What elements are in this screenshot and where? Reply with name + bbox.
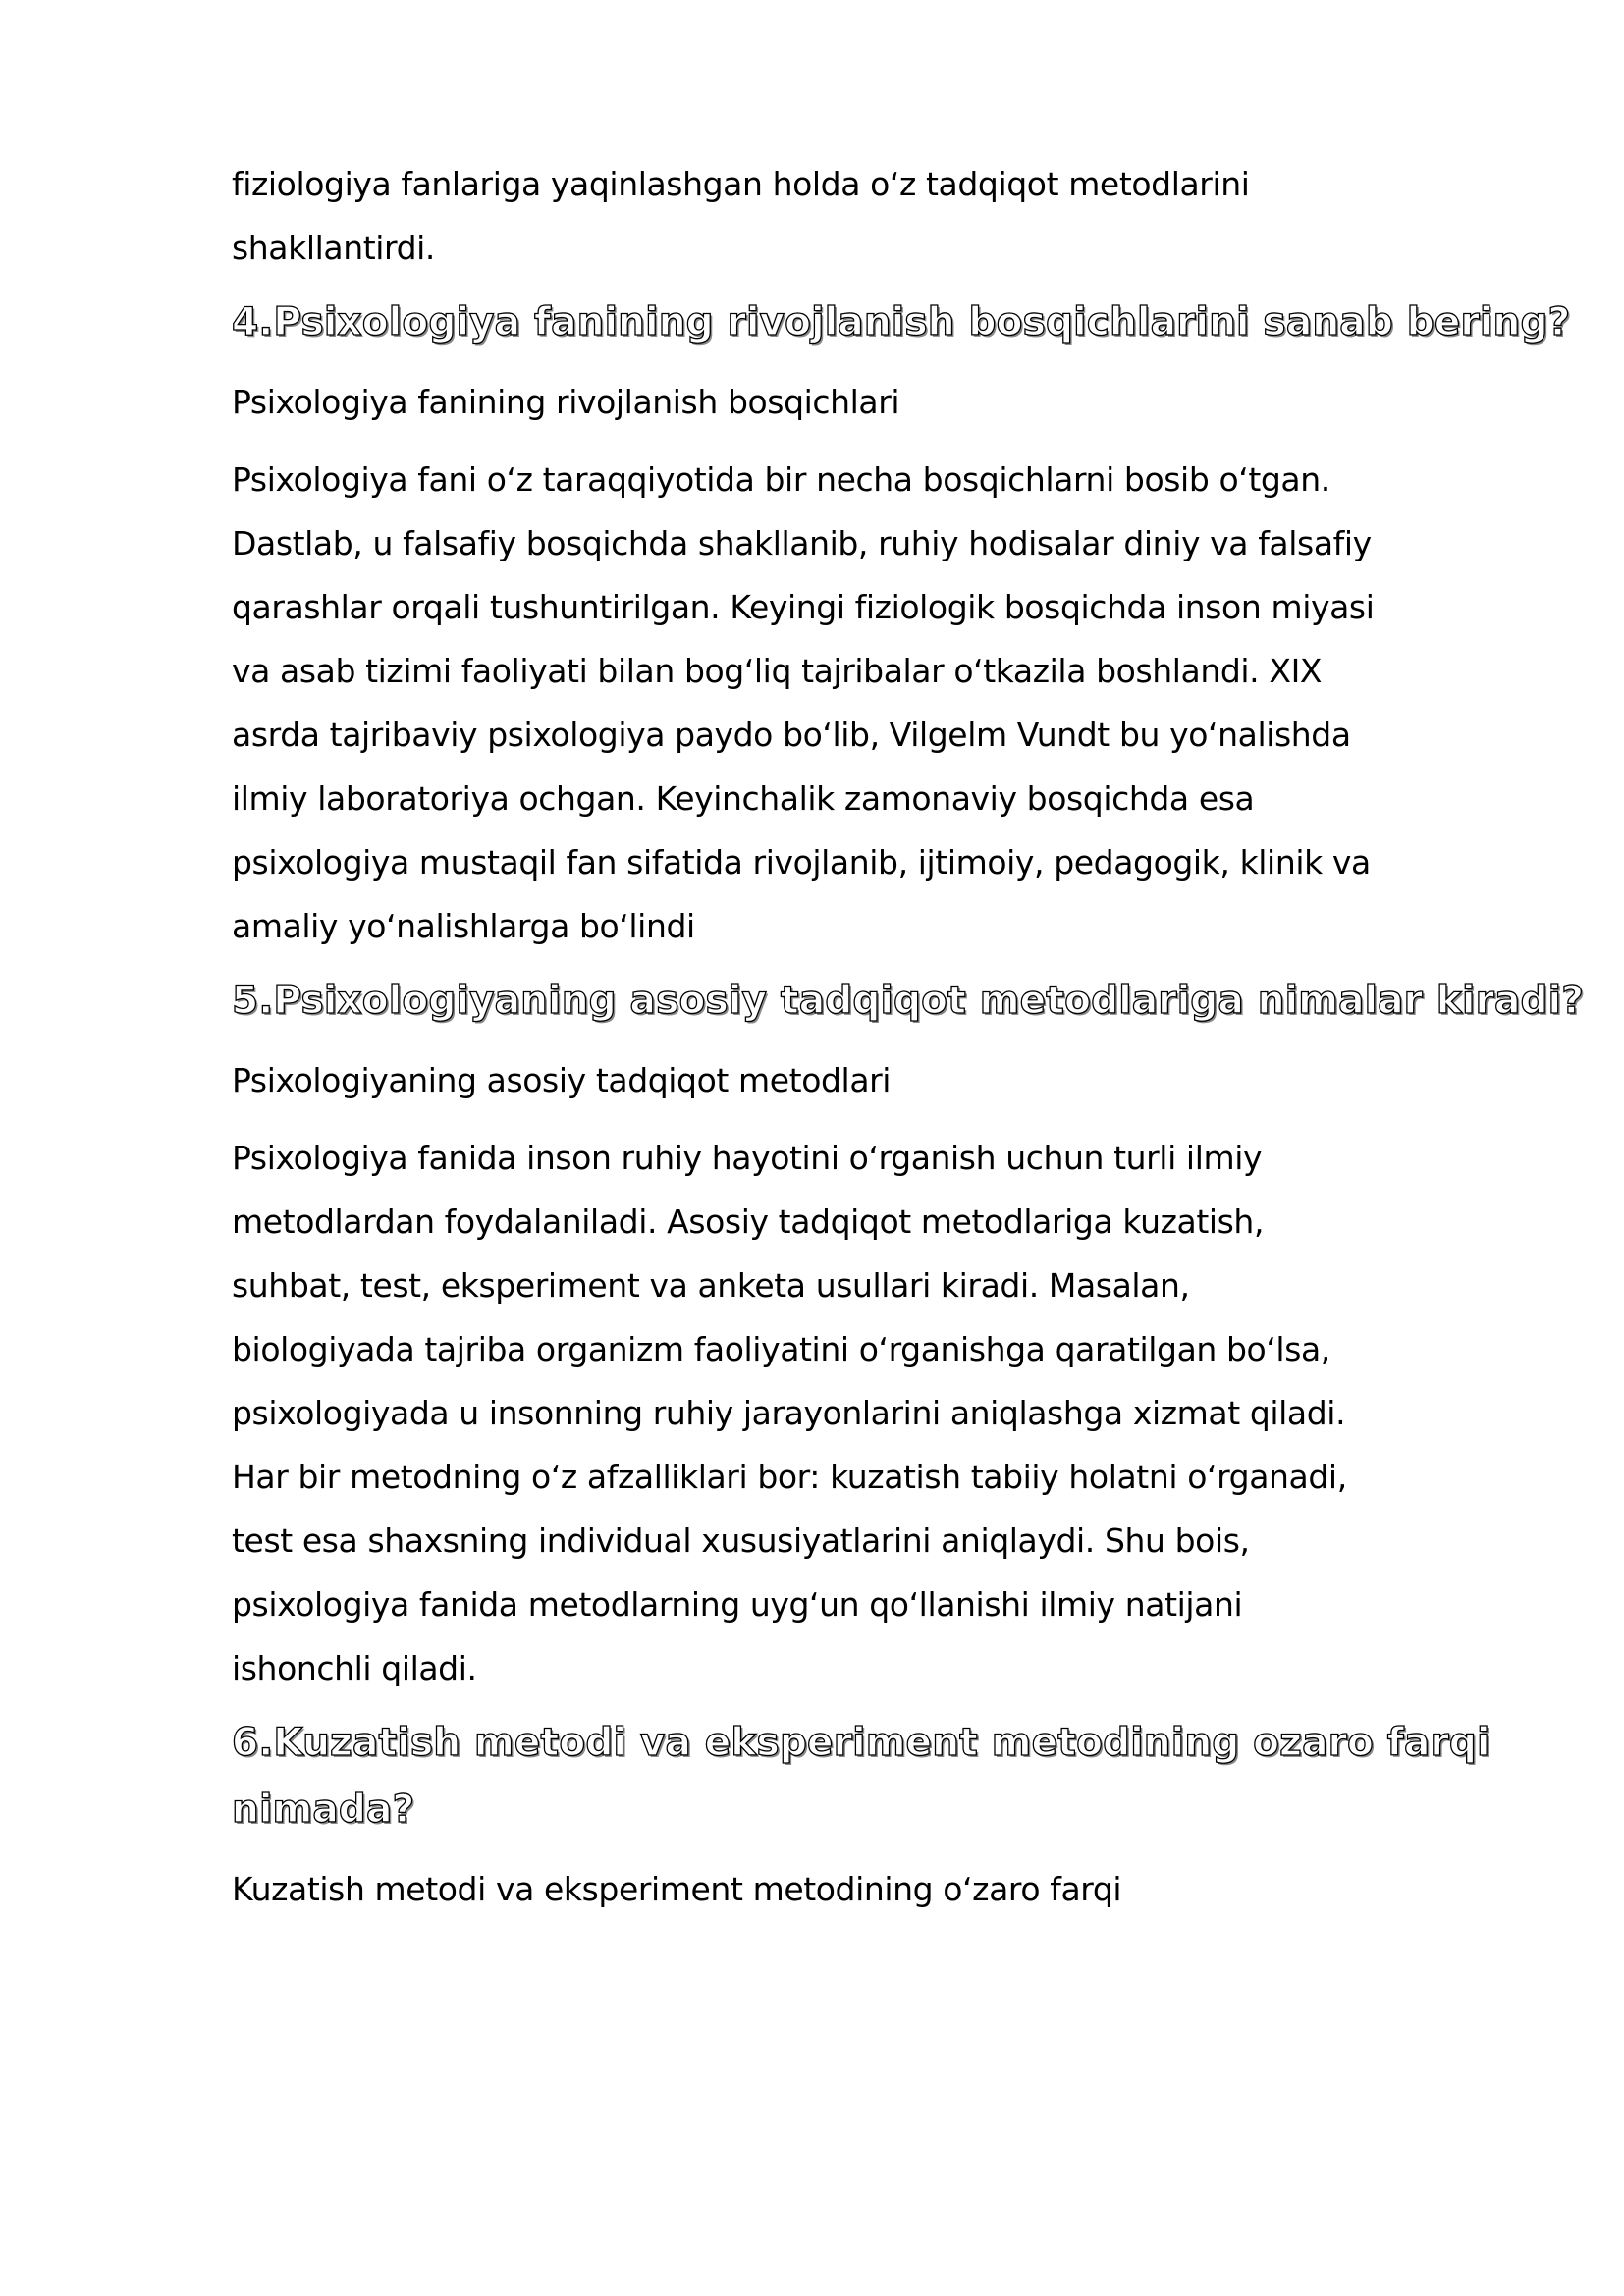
question-5-paragraph [232, 1126, 1518, 1700]
question-5-subtitle: Psixologiyaning asosiy tadqiqot metodlari [232, 1061, 892, 1099]
text-line: psixologiyada u insonning ruhiy jarayonlarini aniqlashga xizmat qiladi. [232, 1394, 1346, 1432]
text-line: va asab tizimi faoliyati bilan bog‘liq tajribalar o‘tkazila boshlandi. XIX [232, 652, 1323, 690]
text-line: psixologiya mustaqil fan sifatida rivojlanib, ijtimoiy, pedagogik, klinik va [232, 843, 1371, 881]
text-line: Har bir metodning o‘z afzalliklari bor: kuzatish tabiiy holatni o‘rganadi, [232, 1458, 1347, 1496]
question-5-heading [232, 968, 1585, 1035]
text-line: Dastlab, u falsafiy bosqichda shakllanib, ruhiy hodisalar diniy va falsafiy [232, 524, 1372, 562]
question-4-heading [232, 290, 1571, 356]
document-page [232, 152, 1585, 1921]
heading-line: nimada? [232, 1788, 415, 1832]
text-line: ishonchli qiladi. [232, 1649, 477, 1687]
text-line: Psixologiya fani o‘z taraqqiyotida bir necha bosqichlarni bosib o‘tgan. [232, 460, 1330, 499]
question-4-subtitle: Psixologiya fanining rivojlanish bosqichlari [232, 383, 900, 421]
heading-line: 5.Psixologiyaning asosiy tadqiqot metodlariga nimalar kiradi? [232, 979, 1585, 1023]
text-line: test esa shaxsning individual xususiyatlarini aniqlaydi. Shu bois, [232, 1522, 1250, 1560]
text-line: Psixologiya fanida inson ruhiy hayotini o‘rganish uchun turli ilmiy [232, 1139, 1263, 1177]
text-line: biologiyada tajriba organizm faoliyatini o‘rganishga qaratilgan bo‘lsa, [232, 1330, 1330, 1368]
text-line: amaliy yo‘nalishlarga bo‘lindi [232, 907, 695, 945]
text-line: asrda tajribaviy psixologiya paydo bo‘lib, Vilgelm Vundt bu yo‘nalishda [232, 716, 1351, 754]
heading-line: 4.Psixologiya fanining rivojlanish bosqichlarini sanab bering? [232, 300, 1571, 345]
heading-line: 6.Kuzatish metodi va eksperiment metodining ozaro farqi [232, 1721, 1490, 1765]
text-line: qarashlar orqali tushuntirilgan. Keyingi fiziologik bosqichda inson miyasi [232, 588, 1375, 626]
text-line: shakllantirdi. [232, 229, 436, 267]
text-line: suhbat, test, eksperiment va anketa usullari kiradi. Masalan, [232, 1266, 1190, 1305]
text-line: metodlardan foydalaniladi. Asosiy tadqiqot metodlariga kuzatish, [232, 1202, 1265, 1241]
question-6-heading [232, 1710, 1518, 1843]
intro-paragraph [232, 152, 1518, 280]
text-line: fiziologiya fanlariga yaqinlashgan holda o‘z tadqiqot metodlarini [232, 165, 1250, 203]
question-6-subtitle: Kuzatish metodi va eksperiment metodining o‘zaro farqi [232, 1870, 1122, 1908]
text-line: psixologiya fanida metodlarning uyg‘un qo‘llanishi ilmiy natijani [232, 1585, 1243, 1624]
question-4-paragraph [232, 448, 1518, 958]
text-line: ilmiy laboratoriya ochgan. Keyinchalik zamonaviy bosqichda esa [232, 779, 1255, 818]
